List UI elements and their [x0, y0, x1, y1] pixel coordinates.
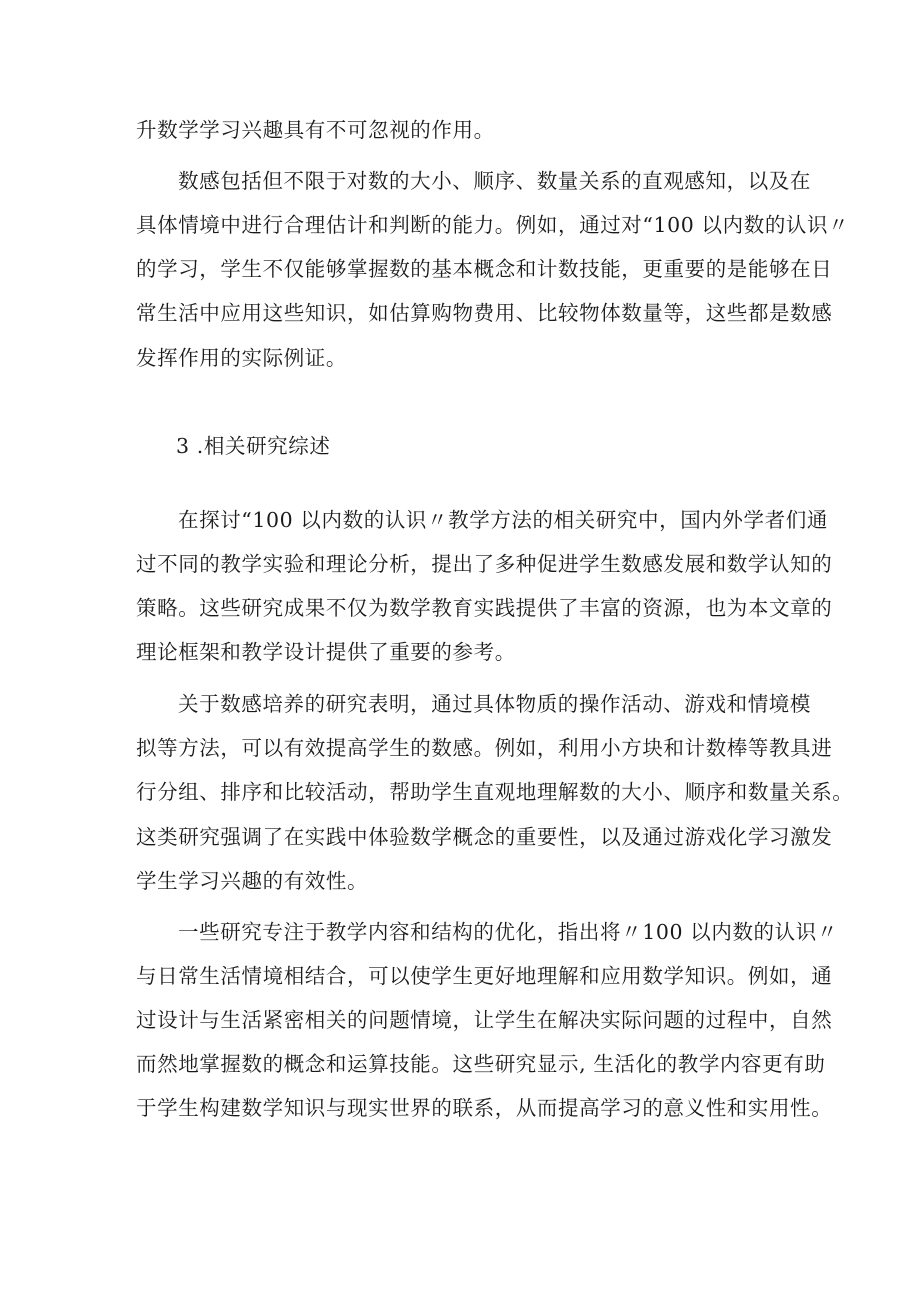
text-line: 而然地掌握数的概念和运算技能。这些研究显示, 生活化的教学内容更有助 — [136, 1052, 826, 1076]
text-line: 理论框架和教学设计提供了重要的参考。 — [136, 640, 516, 664]
text-line: 过不同的教学实验和理论分析，提出了多种促进学生数感发展和数学认知的 — [136, 552, 833, 576]
text-line: 关于数感培养的研究表明，通过具体物质的操作活动、游戏和情境模 — [178, 692, 811, 716]
text-line: 行分组、排序和比较活动，帮助学生直观地理解数的大小、顺序和数量关系。 — [136, 780, 854, 804]
section-heading: 3 .相关研究综述 — [176, 434, 331, 458]
text-line: 升数学学习兴趣具有不可忽视的作用。 — [136, 118, 495, 142]
text-line: 数感包括但不限于对数的大小、顺序、数量关系的直观感知，以及在 — [178, 169, 811, 193]
text-line: 策略。这些研究成果不仅为数学教育实践提供了丰富的资源，也为本文章的 — [136, 596, 833, 620]
text-line: 的学习，学生不仅能够掌握数的基本概念和计数技能，更重要的是能够在日 — [136, 257, 833, 281]
text-line: 学生学习兴趣的有效性。 — [136, 869, 369, 893]
text-line: 过设计与生活紧密相关的问题情境，让学生在解决实际问题的过程中，自然 — [136, 1008, 833, 1032]
text-line: 具体情境中进行合理估计和判断的能力。例如，通过对“100 以内数的认识〃 — [136, 213, 850, 237]
text-line: 与日常生活情境相结合，可以使学生更好地理解和应用数学知识。例如，通 — [136, 964, 833, 988]
text-line: 常生活中应用这些知识，如估算购物费用、比较物体数量等，这些都是数感 — [136, 301, 833, 325]
text-line: 发挥作用的实际例证。 — [136, 346, 347, 370]
text-line: 于学生构建数学知识与现实世界的联系，从而提高学习的意义性和实用性。 — [136, 1096, 833, 1120]
text-line: 拟等方法，可以有效提高学生的数感。例如，利用小方块和计数棒等教具进 — [136, 736, 833, 760]
text-line: 这类研究强调了在实践中体验数学概念的重要性，以及通过游戏化学习激发 — [136, 825, 833, 849]
text-line: 在探讨“100 以内数的认识〃教学方法的相关研究中，国内外学者们通 — [178, 508, 828, 532]
text-line: 一些研究专注于教学内容和结构的优化，指出将〃100 以内数的认识〃 — [178, 920, 838, 944]
